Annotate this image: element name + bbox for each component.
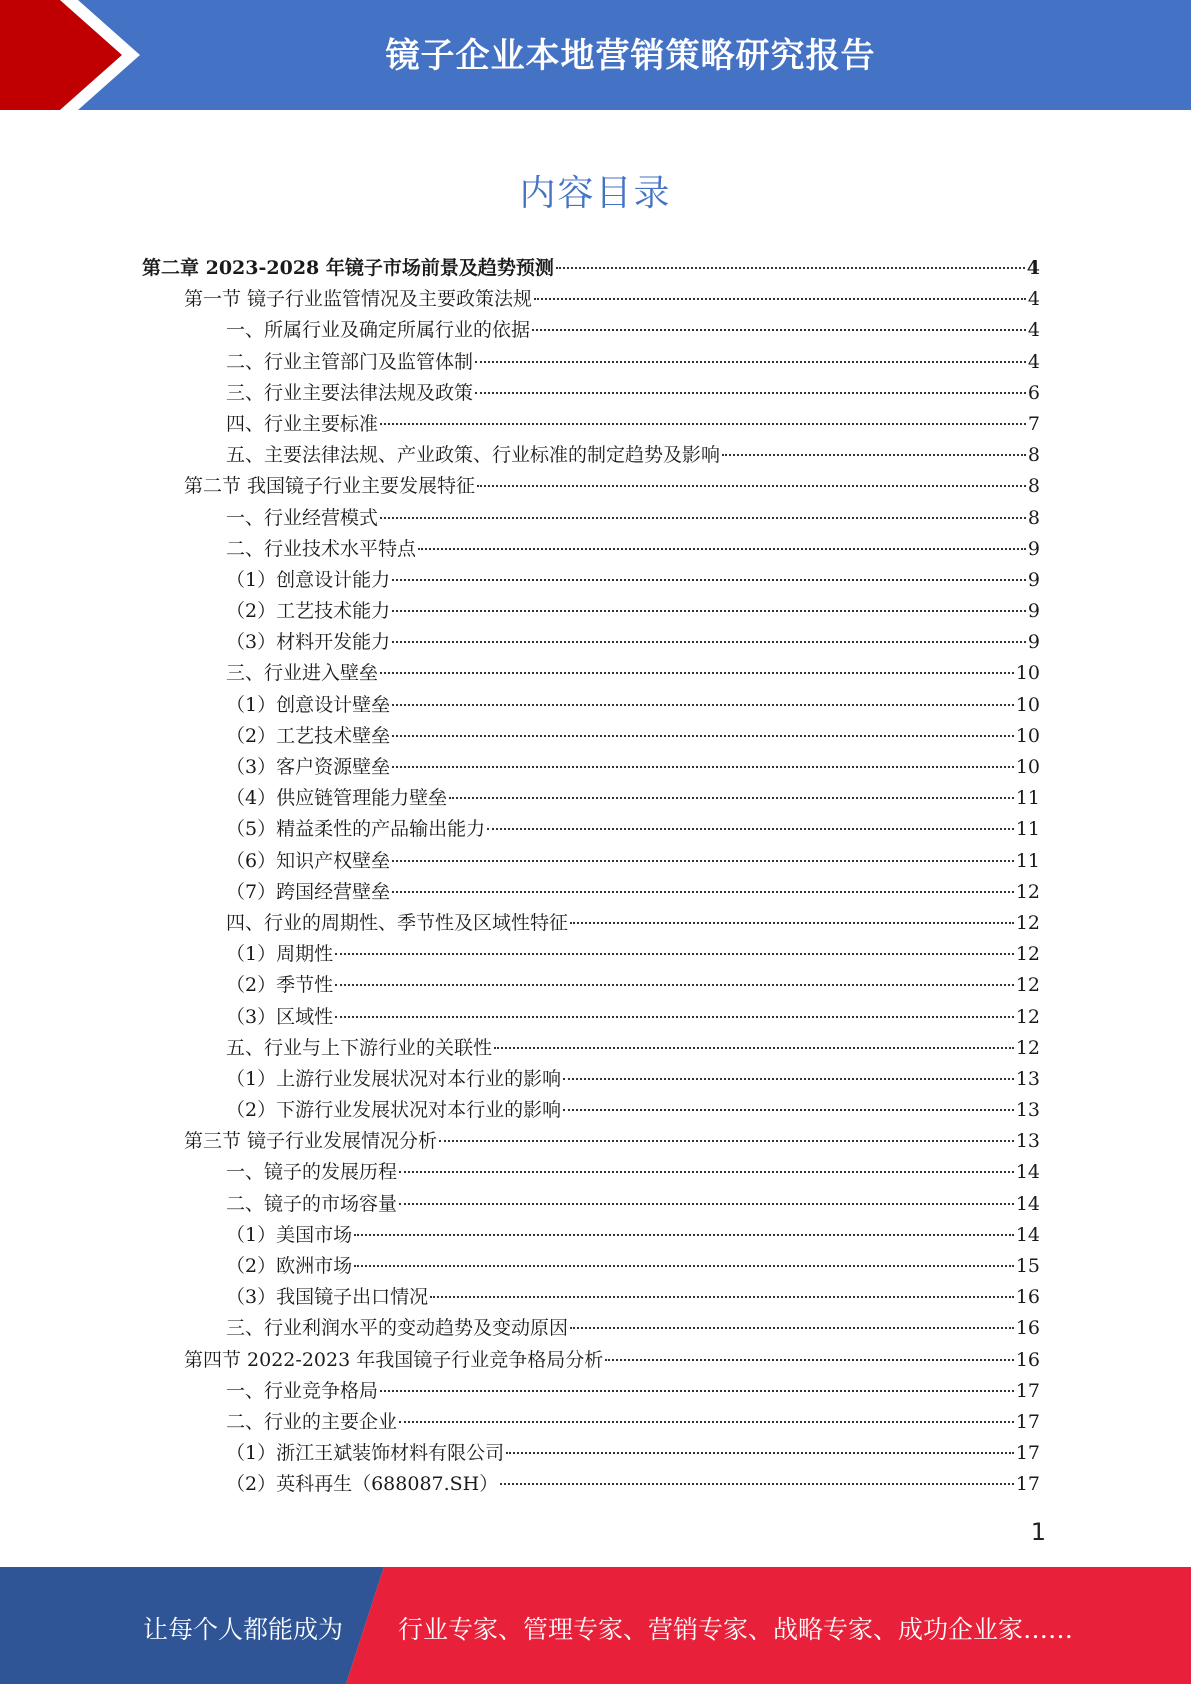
toc-dot-leader (335, 952, 1014, 955)
toc-entry-label: 四、行业主要标准 (226, 412, 379, 435)
toc-entry-page: 9 (1027, 537, 1040, 560)
toc-dot-leader (392, 578, 1026, 581)
toc-entry-page: 12 (1015, 911, 1040, 934)
toc-entry-page: 11 (1015, 849, 1040, 872)
toc-dot-leader (475, 391, 1026, 394)
toc-entry[interactable] (0, 471, 1040, 502)
toc-entry-page: 6 (1027, 381, 1040, 404)
toc-dot-leader (354, 1233, 1014, 1236)
toc-entry-page: 4 (1027, 288, 1040, 311)
toc-dot-leader (399, 1202, 1014, 1205)
toc-entry[interactable] (0, 440, 1040, 471)
toc-dot-leader (380, 671, 1014, 674)
toc-entry-page: 7 (1027, 412, 1040, 435)
toc-dot-leader (354, 1264, 1014, 1267)
toc-entry[interactable] (0, 1376, 1040, 1407)
toc-entry-page: 11 (1015, 787, 1040, 810)
toc-entry-label: 第三节 镜子行业发展情况分析 (184, 1130, 438, 1153)
toc-entry[interactable] (0, 1469, 1040, 1500)
toc-entry-label: （2）英科再生（688087.SH） (226, 1473, 499, 1496)
toc-dot-leader (500, 1482, 1014, 1485)
toc-entry-page: 9 (1027, 631, 1040, 654)
toc-dot-leader (563, 1077, 1014, 1080)
toc-entry-page: 4 (1027, 319, 1040, 342)
toc-dot-leader (335, 1015, 1014, 1018)
toc-entry-label: 五、主要法律法规、产业政策、行业标准的制定趋势及影响 (226, 444, 721, 467)
toc-dot-leader (399, 1170, 1014, 1173)
toc-entry-label: （1）创意设计能力 (226, 568, 391, 591)
toc-dot-leader (380, 1389, 1014, 1392)
toc-entry-page: 17 (1015, 1442, 1040, 1465)
toc-entry[interactable] (0, 1126, 1040, 1157)
toc-entry[interactable] (0, 970, 1040, 1001)
toc-entry-page: 16 (1015, 1348, 1040, 1371)
toc-entry-page: 12 (1015, 1005, 1040, 1028)
toc-entry[interactable] (0, 814, 1040, 845)
toc-entry-label: 一、行业竞争格局 (226, 1379, 379, 1402)
toc-entry[interactable] (0, 1064, 1040, 1095)
toc-dot-leader (722, 453, 1026, 456)
toc-entry-label: （3）区域性 (226, 1005, 334, 1028)
footer-slogan-right: 行业专家、管理专家、营销专家、战略专家、成功企业家…… (398, 1615, 1074, 1644)
toc-entry-label: （1）创意设计壁垒 (226, 693, 391, 716)
toc-dot-leader (392, 703, 1014, 706)
toc-dot-leader (487, 827, 1014, 830)
toc-entry[interactable] (0, 627, 1040, 658)
toc-entry-page: 8 (1027, 444, 1040, 467)
toc-entry-label: （2）工艺技术壁垒 (226, 724, 391, 747)
toc-dot-leader (532, 328, 1026, 331)
toc-entry[interactable] (0, 596, 1040, 627)
toc-entry-label: （3）客户资源壁垒 (226, 756, 391, 778)
toc-dot-leader (477, 484, 1026, 487)
toc-dot-leader (563, 1108, 1014, 1111)
toc-entry[interactable] (0, 1313, 1040, 1344)
toc-dot-leader (439, 1139, 1014, 1142)
toc-entry-page: 10 (1015, 662, 1040, 685)
toc-entry-page: 12 (1015, 974, 1040, 997)
toc-entry-label: 三、行业利润水平的变动趋势及变动原因 (226, 1317, 569, 1340)
toc-dot-leader (556, 266, 1025, 269)
toc-entry-label: 五、行业与上下游行业的关联性 (226, 1036, 493, 1059)
toc-entry-page: 11 (1015, 818, 1040, 841)
toc-entry-page: 8 (1027, 506, 1040, 529)
toc-entry[interactable] (0, 409, 1040, 440)
toc-entry-page: 10 (1015, 693, 1040, 716)
toc-entry-label: 二、行业的主要企业 (226, 1410, 398, 1433)
toc-entry-page: 13 (1015, 1130, 1040, 1153)
toc-entry-label: （1）周期性 (226, 943, 334, 966)
toc-entry-page: 16 (1015, 1317, 1040, 1340)
toc-entry[interactable] (0, 1157, 1040, 1188)
toc-entry-page: 14 (1015, 1223, 1040, 1246)
toc-dot-leader (392, 609, 1026, 612)
toc-entry[interactable] (0, 1002, 1040, 1033)
toc-entry[interactable] (0, 939, 1040, 970)
toc-entry-label: （3）材料开发能力 (226, 631, 391, 654)
toc-entry-page: 13 (1015, 1067, 1040, 1090)
toc-entry[interactable] (0, 1438, 1040, 1469)
toc-dot-leader (392, 765, 1014, 768)
toc-entry[interactable] (0, 534, 1040, 565)
toc-entry-page: 17 (1015, 1410, 1040, 1433)
toc-dot-leader (475, 360, 1026, 363)
toc-entry[interactable] (0, 1407, 1040, 1438)
toc-entry[interactable] (0, 690, 1040, 721)
toc-entry-label: 一、镜子的发展历程 (226, 1161, 398, 1184)
toc-dot-leader (392, 734, 1014, 737)
page-number: 1 (1030, 1518, 1046, 1546)
toc-entry[interactable] (0, 1220, 1040, 1251)
toc-entry[interactable] (0, 783, 1040, 814)
toc-dot-leader (335, 983, 1014, 986)
toc-entry-label: （6）知识产权壁垒 (226, 849, 391, 872)
toc-entry[interactable] (0, 1251, 1040, 1282)
toc-entry-page: 12 (1015, 1036, 1040, 1059)
toc-entry-label: 四、行业的周期性、季节性及区域性特征 (226, 911, 569, 934)
toc-entry[interactable] (0, 1282, 1040, 1313)
toc-entry-label: 三、行业主要法律法规及政策 (226, 381, 474, 404)
toc-entry-label: 二、行业主管部门及监管体制 (226, 350, 474, 373)
footer-banner (0, 1567, 1191, 1684)
toc-entry[interactable] (0, 284, 1040, 315)
toc-entry[interactable] (0, 253, 1040, 284)
toc-entry-label: （5）精益柔性的产品输出能力 (226, 818, 486, 841)
toc-entry-label: （1）浙江王斌装饰材料有限公司 (226, 1442, 505, 1465)
footer-slogan-left: 让每个人都能成为 (143, 1615, 344, 1644)
toc-entry-label: 二、镜子的市场容量 (226, 1192, 398, 1215)
toc-entry[interactable] (0, 378, 1040, 409)
toc-dot-leader (380, 516, 1026, 519)
report-header (0, 0, 1191, 110)
toc-entry-page: 12 (1015, 943, 1040, 966)
toc-dot-leader (392, 640, 1026, 643)
toc-entry[interactable] (0, 1033, 1040, 1064)
toc-entry[interactable] (0, 752, 1040, 783)
chevron-arrow-icon (0, 0, 160, 110)
toc-entry-page: 14 (1015, 1192, 1040, 1215)
toc-dot-leader (570, 1326, 1014, 1329)
toc-entry-label: （2）欧洲市场 (226, 1255, 353, 1277)
toc-dot-leader (449, 796, 1014, 799)
toc-entry-label: 第一节 镜子行业监管情况及主要政策法规 (184, 288, 533, 311)
toc-dot-leader (534, 297, 1026, 300)
toc-entry[interactable] (0, 347, 1040, 378)
toc-entry-page: 17 (1015, 1379, 1040, 1402)
toc-entry-page: 10 (1015, 756, 1040, 778)
toc-entry-page: 4 (1027, 350, 1040, 373)
toc-entry[interactable] (0, 721, 1040, 752)
toc-entry-label: （7）跨国经营壁垒 (226, 880, 391, 903)
toc-entry-label: （2）季节性 (226, 974, 334, 997)
toc-entry-page: 9 (1027, 600, 1040, 623)
toc-entry-page: 14 (1015, 1161, 1040, 1184)
toc-entry[interactable] (0, 565, 1040, 596)
toc-entry-page: 4 (1026, 257, 1040, 279)
toc-dot-leader (392, 890, 1014, 893)
toc-entry-page: 13 (1015, 1099, 1040, 1122)
toc-entry-label: 第二章 2023-2028 年镜子市场前景及趋势预测 (142, 257, 554, 279)
toc-dot-leader (570, 921, 1014, 924)
toc-entry[interactable] (0, 846, 1040, 877)
toc-entry[interactable] (0, 908, 1040, 939)
toc-entry-label: 一、行业经营模式 (226, 506, 379, 529)
report-title: 镜子企业本地营销策略研究报告 (385, 36, 876, 76)
toc-dot-leader (430, 1295, 1014, 1298)
toc-entry-label: 二、行业技术水平特点 (226, 537, 417, 560)
toc-entry[interactable] (0, 658, 1040, 689)
toc-entry[interactable] (0, 1095, 1040, 1126)
toc-entry-page: 9 (1027, 568, 1040, 591)
table-of-contents (0, 253, 1191, 1501)
toc-entry-page: 15 (1015, 1255, 1040, 1277)
toc-entry-label: 三、行业进入壁垒 (226, 662, 379, 685)
toc-entry-page: 10 (1015, 724, 1040, 747)
toc-dot-leader (494, 1046, 1014, 1049)
toc-entry-page: 12 (1015, 880, 1040, 903)
toc-dot-leader (506, 1451, 1014, 1454)
toc-entry-page: 17 (1015, 1473, 1040, 1496)
toc-heading: 内容目录 (519, 173, 672, 214)
toc-entry-page: 8 (1027, 475, 1040, 498)
toc-entry-label: 一、所属行业及确定所属行业的依据 (226, 319, 531, 342)
toc-entry-label: 第四节 2022-2023 年我国镜子行业竞争格局分析 (184, 1348, 604, 1371)
toc-entry-page: 16 (1015, 1286, 1040, 1309)
toc-entry[interactable] (0, 315, 1040, 346)
toc-entry[interactable] (0, 1345, 1040, 1376)
toc-dot-leader (418, 547, 1026, 550)
toc-dot-leader (605, 1358, 1014, 1361)
toc-entry-label: （3）我国镜子出口情况 (226, 1286, 429, 1309)
toc-entry-label: （2）工艺技术能力 (226, 600, 391, 623)
toc-entry[interactable] (0, 503, 1040, 534)
toc-entry-label: （4）供应链管理能力壁垒 (226, 787, 448, 810)
toc-entry-label: （2）下游行业发展状况对本行业的影响 (226, 1099, 562, 1122)
toc-dot-leader (399, 1420, 1014, 1423)
toc-entry-label: 第二节 我国镜子行业主要发展特征 (184, 475, 476, 498)
toc-entry[interactable] (0, 1189, 1040, 1220)
toc-entry-label: （1）上游行业发展状况对本行业的影响 (226, 1067, 562, 1090)
toc-entry-label: （1）美国市场 (226, 1223, 353, 1246)
toc-dot-leader (392, 859, 1014, 862)
toc-entry[interactable] (0, 877, 1040, 908)
toc-dot-leader (380, 422, 1026, 425)
